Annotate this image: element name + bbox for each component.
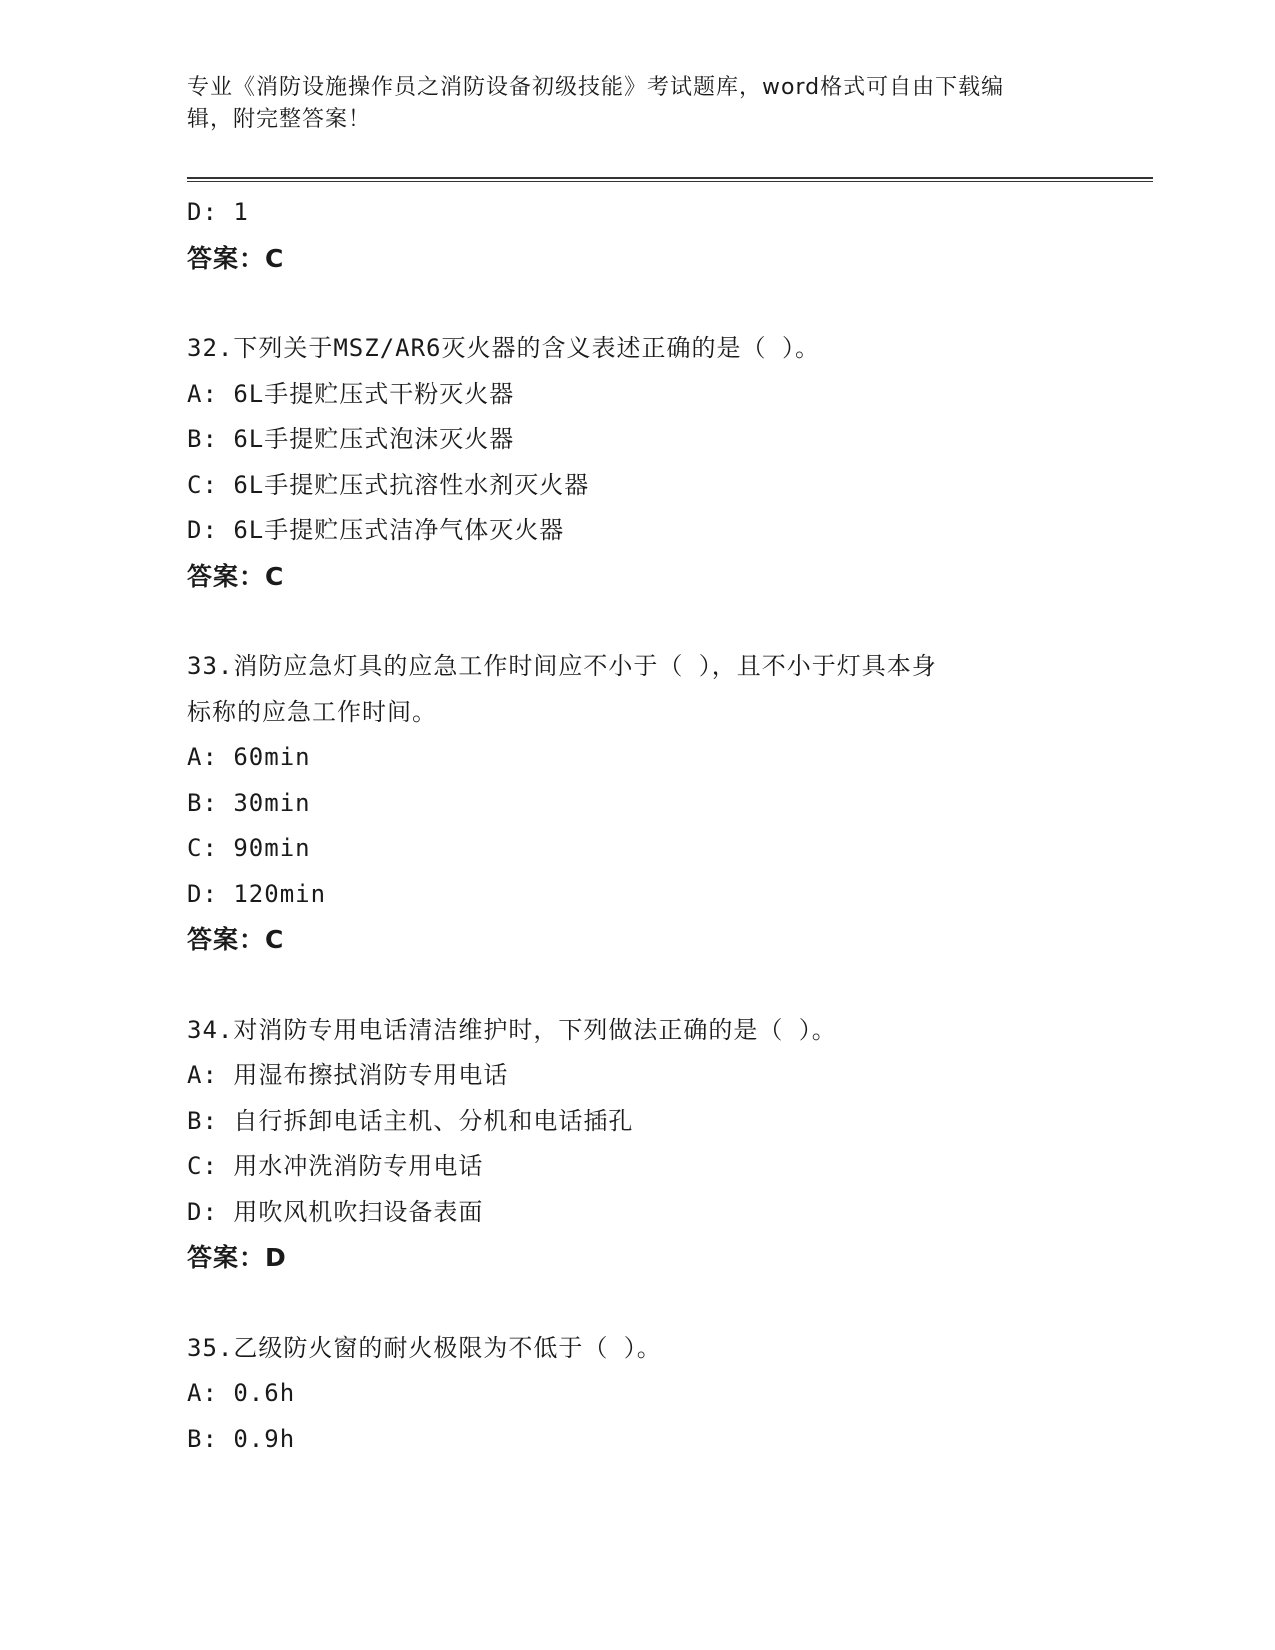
question-33-option-a: A: 60min [187, 743, 311, 771]
question-32-option-c: C: 6L手提贮压式抗溶性水剂灭火器 [187, 470, 590, 499]
header-divider-thick [187, 177, 1153, 179]
question-33-stem-line-1: 33.消防应急灯具的应急工作时间应不小于（ ），且不小于灯具本身 [187, 652, 937, 680]
spacer [187, 599, 1137, 644]
question-list [187, 190, 1137, 1462]
question-33-option-d: D: 120min [187, 879, 327, 908]
question-32-option-b: B: 6L手提贮压式泡沫灭火器 [187, 425, 515, 453]
question-35-option-a: A: 0.6h [187, 1379, 296, 1407]
spacer [187, 1281, 1137, 1326]
question-34-option-d: D: 用吹风机吹扫设备表面 [187, 1197, 484, 1226]
header-line-1: 专业《消防设施操作员之消防设备初级技能》考试题库，word格式可自由下载编 [187, 75, 1005, 100]
spacer [187, 963, 1137, 1008]
question-32-option-d: D: 6L手提贮压式洁净气体灭火器 [187, 516, 565, 544]
question-34-option-a: A: 用湿布擦拭消防专用电话 [187, 1061, 509, 1089]
question-34-stem: 34.对消防专用电话清洁维护时，下列做法正确的是（ ）。 [187, 1015, 837, 1044]
question-33-option-b: B: 30min [187, 788, 311, 817]
header-line-2: 辑，附完整答案！ [187, 107, 372, 132]
question-35-stem: 35.乙级防火窗的耐火极限为不低于（ ）。 [187, 1333, 662, 1362]
prev-option-d: D: 1 [187, 198, 249, 226]
question-35-option-b: B: 0.9h [187, 1424, 296, 1453]
header-divider-thin [187, 181, 1153, 182]
question-33-stem-line-2: 标称的应急工作时间。 [187, 697, 437, 726]
question-32-option-a: A: 6L手提贮压式干粉灭火器 [187, 379, 515, 408]
question-33-option-c: C: 90min [187, 834, 311, 862]
prev-answer: 答案：C [187, 243, 285, 273]
question-34-answer: 答案：D [187, 1243, 287, 1272]
document-header [187, 72, 1087, 136]
question-33-answer: 答案：C [187, 925, 285, 954]
question-32-answer: 答案：C [187, 561, 285, 591]
spacer [187, 281, 1137, 326]
question-32-stem: 32.下列关于MSZ/AR6灭火器的含义表述正确的是（ ）。 [187, 334, 820, 362]
question-34-option-b: B: 自行拆卸电话主机、分机和电话插孔 [187, 1106, 634, 1135]
question-34-option-c: C: 用水冲洗消防专用电话 [187, 1152, 484, 1180]
